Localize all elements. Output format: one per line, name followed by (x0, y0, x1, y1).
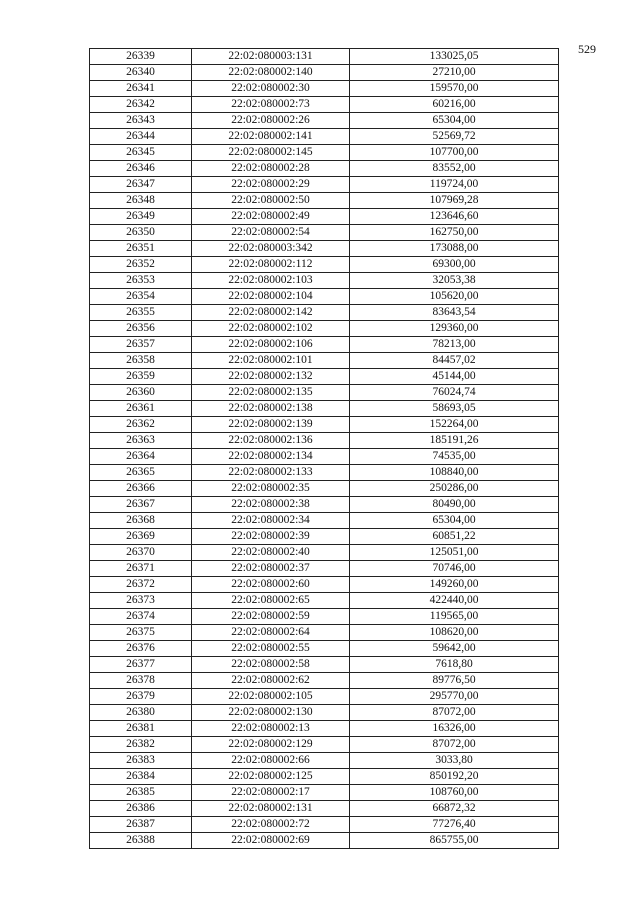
table-row (90, 161, 559, 177)
value-cell: 865755,00 (350, 833, 559, 849)
cadastral-number-cell: 22:02:080002:35 (192, 481, 350, 497)
cadastral-number-cell: 22:02:080002:139 (192, 417, 350, 433)
record-number-cell: 26342 (90, 97, 192, 113)
table-row (90, 593, 559, 609)
record-number-cell: 26339 (90, 49, 192, 65)
cadastral-number-cell: 22:02:080002:101 (192, 353, 350, 369)
record-number-cell: 26367 (90, 497, 192, 513)
table-row (90, 241, 559, 257)
record-number-cell: 26357 (90, 337, 192, 353)
record-number-cell: 26358 (90, 353, 192, 369)
cadastral-number-cell: 22:02:080002:60 (192, 577, 350, 593)
table-row (90, 561, 559, 577)
table-row (90, 449, 559, 465)
record-number-cell: 26349 (90, 209, 192, 225)
cadastral-number-cell: 22:02:080002:54 (192, 225, 350, 241)
value-cell: 80490,00 (350, 497, 559, 513)
record-number-cell: 26346 (90, 161, 192, 177)
table-row (90, 321, 559, 337)
cadastral-number-cell: 22:02:080002:37 (192, 561, 350, 577)
table-row (90, 609, 559, 625)
record-number-cell: 26374 (90, 609, 192, 625)
value-cell: 89776,50 (350, 673, 559, 689)
cadastral-number-cell: 22:02:080002:133 (192, 465, 350, 481)
record-number-cell: 26364 (90, 449, 192, 465)
record-number-cell: 26340 (90, 65, 192, 81)
cadastral-number-cell: 22:02:080002:69 (192, 833, 350, 849)
table-row (90, 49, 559, 65)
cadastral-number-cell: 22:02:080002:138 (192, 401, 350, 417)
cadastral-number-cell: 22:02:080002:130 (192, 705, 350, 721)
cadastral-number-cell: 22:02:080002:38 (192, 497, 350, 513)
cadastral-number-cell: 22:02:080002:135 (192, 385, 350, 401)
value-cell: 125051,00 (350, 545, 559, 561)
table-row (90, 273, 559, 289)
value-cell: 78213,00 (350, 337, 559, 353)
record-number-cell: 26372 (90, 577, 192, 593)
value-cell: 83643,54 (350, 305, 559, 321)
table-row (90, 577, 559, 593)
value-cell: 65304,00 (350, 513, 559, 529)
record-number-cell: 26352 (90, 257, 192, 273)
value-cell: 108840,00 (350, 465, 559, 481)
table-row (90, 689, 559, 705)
cadastral-number-cell: 22:02:080002:132 (192, 369, 350, 385)
table-row (90, 529, 559, 545)
value-cell: 16326,00 (350, 721, 559, 737)
value-cell: 149260,00 (350, 577, 559, 593)
record-number-cell: 26370 (90, 545, 192, 561)
table-row (90, 289, 559, 305)
value-cell: 108760,00 (350, 785, 559, 801)
cadastral-number-cell: 22:02:080002:131 (192, 801, 350, 817)
value-cell: 105620,00 (350, 289, 559, 305)
cadastral-number-cell: 22:02:080002:103 (192, 273, 350, 289)
value-cell: 159570,00 (350, 81, 559, 97)
table-row (90, 785, 559, 801)
cadastral-number-cell: 22:02:080002:66 (192, 753, 350, 769)
record-number-cell: 26378 (90, 673, 192, 689)
record-number-cell: 26343 (90, 113, 192, 129)
record-number-cell: 26351 (90, 241, 192, 257)
value-cell: 162750,00 (350, 225, 559, 241)
table-row (90, 513, 559, 529)
table-row (90, 145, 559, 161)
record-number-cell: 26348 (90, 193, 192, 209)
record-number-cell: 26354 (90, 289, 192, 305)
cadastral-number-cell: 22:02:080002:136 (192, 433, 350, 449)
value-cell: 185191,26 (350, 433, 559, 449)
record-number-cell: 26381 (90, 721, 192, 737)
value-cell: 60851,22 (350, 529, 559, 545)
value-cell: 107969,28 (350, 193, 559, 209)
table-row (90, 353, 559, 369)
table-row (90, 817, 559, 833)
record-number-cell: 26376 (90, 641, 192, 657)
table-row (90, 641, 559, 657)
table-row (90, 657, 559, 673)
value-cell: 52569,72 (350, 129, 559, 145)
table-row (90, 417, 559, 433)
cadastral-number-cell: 22:02:080002:104 (192, 289, 350, 305)
value-cell: 250286,00 (350, 481, 559, 497)
record-number-cell: 26363 (90, 433, 192, 449)
table-row (90, 81, 559, 97)
cadastral-number-cell: 22:02:080002:73 (192, 97, 350, 113)
table-row (90, 97, 559, 113)
table-row (90, 177, 559, 193)
cadastral-number-cell: 22:02:080003:131 (192, 49, 350, 65)
value-cell: 74535,00 (350, 449, 559, 465)
value-cell: 27210,00 (350, 65, 559, 81)
value-cell: 60216,00 (350, 97, 559, 113)
cadastral-number-cell: 22:02:080002:28 (192, 161, 350, 177)
table-row (90, 625, 559, 641)
table-row (90, 305, 559, 321)
cadastral-number-cell: 22:02:080002:105 (192, 689, 350, 705)
record-number-cell: 26344 (90, 129, 192, 145)
value-cell: 87072,00 (350, 737, 559, 753)
cadastral-number-cell: 22:02:080002:141 (192, 129, 350, 145)
table-row (90, 65, 559, 81)
cadastral-number-cell: 22:02:080002:112 (192, 257, 350, 273)
cadastral-number-cell: 22:02:080002:40 (192, 545, 350, 561)
record-number-cell: 26377 (90, 657, 192, 673)
value-cell: 70746,00 (350, 561, 559, 577)
record-number-cell: 26379 (90, 689, 192, 705)
value-cell: 152264,00 (350, 417, 559, 433)
cadastral-number-cell: 22:02:080002:13 (192, 721, 350, 737)
table-row (90, 401, 559, 417)
value-cell: 295770,00 (350, 689, 559, 705)
value-cell: 65304,00 (350, 113, 559, 129)
record-number-cell: 26366 (90, 481, 192, 497)
table-row (90, 465, 559, 481)
table-row (90, 113, 559, 129)
cadastral-number-cell: 22:02:080002:17 (192, 785, 350, 801)
record-number-cell: 26353 (90, 273, 192, 289)
record-number-cell: 26369 (90, 529, 192, 545)
value-cell: 422440,00 (350, 593, 559, 609)
cadastral-number-cell: 22:02:080002:140 (192, 65, 350, 81)
value-cell: 58693,05 (350, 401, 559, 417)
table-row (90, 673, 559, 689)
value-cell: 45144,00 (350, 369, 559, 385)
value-cell: 123646,60 (350, 209, 559, 225)
cadastral-number-cell: 22:02:080002:50 (192, 193, 350, 209)
cadastral-number-cell: 22:02:080002:125 (192, 769, 350, 785)
value-cell: 3033,80 (350, 753, 559, 769)
cadastral-number-cell: 22:02:080002:106 (192, 337, 350, 353)
table-row (90, 225, 559, 241)
cadastral-number-cell: 22:02:080002:64 (192, 625, 350, 641)
registry-table (89, 48, 559, 849)
value-cell: 66872,32 (350, 801, 559, 817)
record-number-cell: 26382 (90, 737, 192, 753)
page-number: 529 (578, 42, 596, 56)
record-number-cell: 26371 (90, 561, 192, 577)
cadastral-number-cell: 22:02:080002:34 (192, 513, 350, 529)
value-cell: 850192,20 (350, 769, 559, 785)
table-row (90, 129, 559, 145)
cadastral-number-cell: 22:02:080002:62 (192, 673, 350, 689)
cadastral-number-cell: 22:02:080002:65 (192, 593, 350, 609)
table-row (90, 721, 559, 737)
cadastral-number-cell: 22:02:080002:134 (192, 449, 350, 465)
table-row (90, 337, 559, 353)
value-cell: 87072,00 (350, 705, 559, 721)
table-row (90, 257, 559, 273)
record-number-cell: 26361 (90, 401, 192, 417)
record-number-cell: 26355 (90, 305, 192, 321)
record-number-cell: 26350 (90, 225, 192, 241)
table-row (90, 497, 559, 513)
cadastral-number-cell: 22:02:080002:58 (192, 657, 350, 673)
table-row (90, 433, 559, 449)
value-cell: 133025,05 (350, 49, 559, 65)
cadastral-number-cell: 22:02:080002:102 (192, 321, 350, 337)
table-row (90, 705, 559, 721)
record-number-cell: 26384 (90, 769, 192, 785)
cadastral-number-cell: 22:02:080002:26 (192, 113, 350, 129)
cadastral-number-cell: 22:02:080002:55 (192, 641, 350, 657)
record-number-cell: 26385 (90, 785, 192, 801)
record-number-cell: 26387 (90, 817, 192, 833)
record-number-cell: 26347 (90, 177, 192, 193)
record-number-cell: 26368 (90, 513, 192, 529)
cadastral-number-cell: 22:02:080002:30 (192, 81, 350, 97)
value-cell: 69300,00 (350, 257, 559, 273)
table-row (90, 385, 559, 401)
record-number-cell: 26345 (90, 145, 192, 161)
record-number-cell: 26373 (90, 593, 192, 609)
value-cell: 119565,00 (350, 609, 559, 625)
value-cell: 59642,00 (350, 641, 559, 657)
record-number-cell: 26388 (90, 833, 192, 849)
cadastral-number-cell: 22:02:080002:59 (192, 609, 350, 625)
cadastral-number-cell: 22:02:080002:49 (192, 209, 350, 225)
table-row (90, 801, 559, 817)
cadastral-number-cell: 22:02:080002:72 (192, 817, 350, 833)
table-row (90, 481, 559, 497)
table-row (90, 833, 559, 849)
record-number-cell: 26356 (90, 321, 192, 337)
table-row (90, 753, 559, 769)
value-cell: 108620,00 (350, 625, 559, 641)
value-cell: 32053,38 (350, 273, 559, 289)
table-row (90, 193, 559, 209)
value-cell: 119724,00 (350, 177, 559, 193)
registry-table-body (90, 49, 559, 849)
record-number-cell: 26380 (90, 705, 192, 721)
value-cell: 77276,40 (350, 817, 559, 833)
record-number-cell: 26365 (90, 465, 192, 481)
value-cell: 107700,00 (350, 145, 559, 161)
table-row (90, 545, 559, 561)
record-number-cell: 26383 (90, 753, 192, 769)
table-row (90, 769, 559, 785)
record-number-cell: 26341 (90, 81, 192, 97)
value-cell: 84457,02 (350, 353, 559, 369)
cadastral-number-cell: 22:02:080002:129 (192, 737, 350, 753)
cadastral-number-cell: 22:02:080002:142 (192, 305, 350, 321)
cadastral-number-cell: 22:02:080003:342 (192, 241, 350, 257)
cadastral-number-cell: 22:02:080002:145 (192, 145, 350, 161)
cadastral-number-cell: 22:02:080002:39 (192, 529, 350, 545)
table-row (90, 209, 559, 225)
value-cell: 129360,00 (350, 321, 559, 337)
table-row (90, 369, 559, 385)
value-cell: 7618,80 (350, 657, 559, 673)
value-cell: 83552,00 (350, 161, 559, 177)
table-row (90, 737, 559, 753)
record-number-cell: 26360 (90, 385, 192, 401)
value-cell: 173088,00 (350, 241, 559, 257)
record-number-cell: 26386 (90, 801, 192, 817)
cadastral-number-cell: 22:02:080002:29 (192, 177, 350, 193)
record-number-cell: 26359 (90, 369, 192, 385)
record-number-cell: 26362 (90, 417, 192, 433)
value-cell: 76024,74 (350, 385, 559, 401)
record-number-cell: 26375 (90, 625, 192, 641)
